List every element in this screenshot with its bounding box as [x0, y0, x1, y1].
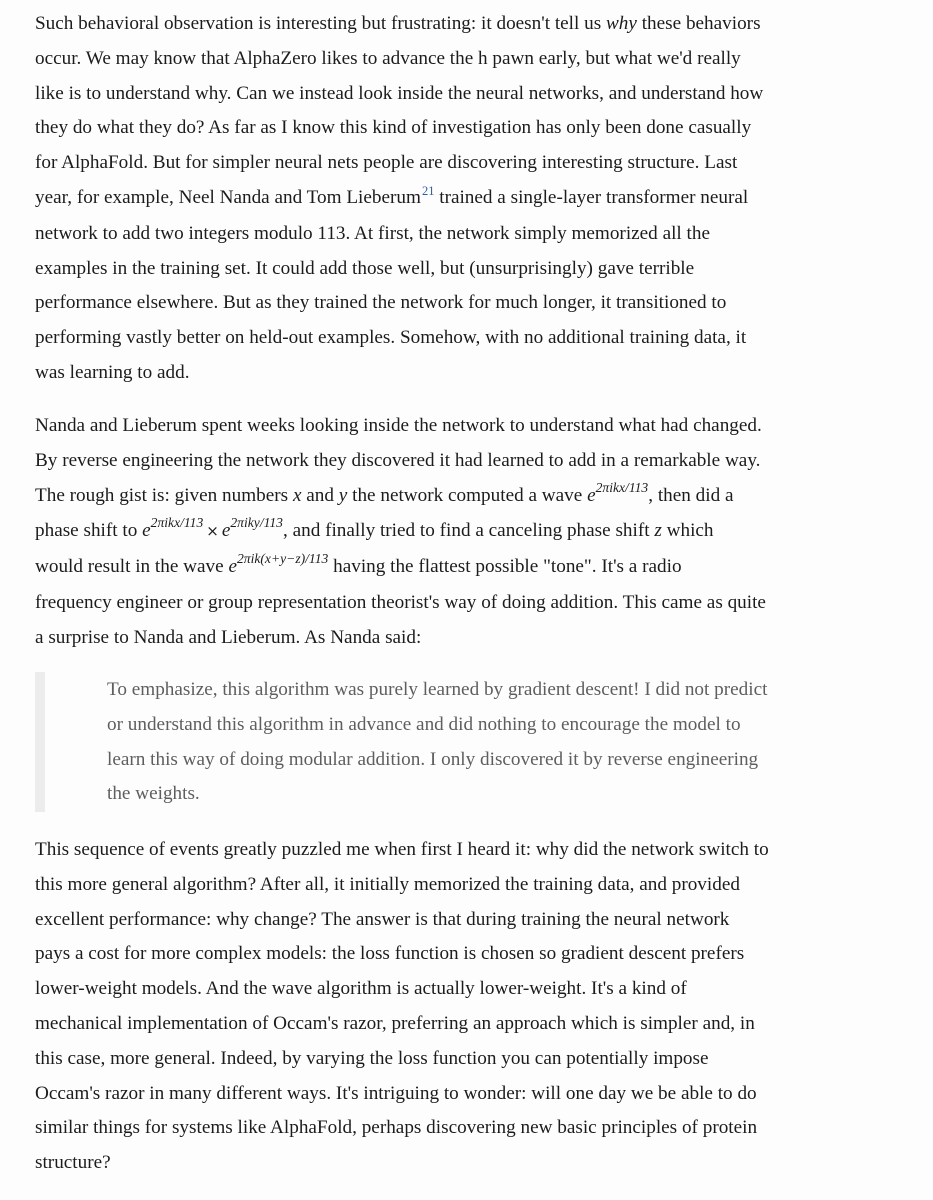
quote-line: the weights. [107, 783, 200, 805]
text-line: year, for example, Neel Nanda and Tom Lieberum$^{21}$ trained a single-layer transformer neural [35, 183, 749, 208]
math-exponent: 2πik(x+y−z)/113 [236, 551, 329, 567]
text-line: network to add two integers modulo 113. At first, the network simply memorized all the [35, 222, 710, 244]
text-line: lower-weight models. And the wave algorithm is actually lower-weight. It's a kind of [35, 978, 687, 1000]
blockquote-bar [35, 672, 45, 812]
footnote-link-21[interactable]: 21 [421, 183, 435, 198]
text-line: occur. We may know that AlphaZero likes to advance the h pawn early, but what we'd really [35, 47, 741, 69]
text-line: pays a cost for more complex models: the loss function is chosen so gradient descent prefers [35, 943, 745, 965]
math-wave-xyz: $e^{2\pi ik(x+y-z)/113}$ [228, 551, 329, 578]
text-line: similar things for systems like AlphaFold, perhaps discovering new basic principles of protein [35, 1117, 758, 1139]
text-line: for AlphaFold. But for simpler neural nets people are discovering interesting structure. Last [35, 152, 738, 174]
text-line: this more general algorithm? After all, it initially memorized the training data, and provided [35, 873, 740, 895]
math-exponent: 2πiky/113 [230, 515, 283, 531]
text-line: The rough gist is: given numbers x and y the network computed a wave $e^{2\pi ikx/113}$, then did a [35, 479, 734, 506]
text-line: was learning to add. [35, 361, 190, 383]
paragraph-behavioral-observation [35, 7, 905, 391]
emphasis-why: why [606, 13, 637, 34]
text-line: This sequence of events greatly puzzled me when first I heard it: why did the network switch to [35, 839, 769, 860]
paragraph-occams-razor [35, 833, 905, 1181]
text-line: phase shift to $e^{2\pi ikx/113} \times e^{2\pi iky/113}$, and finally tried to find a canceling phase shift z which [35, 515, 714, 542]
text-line: they do what they do? As far as I know this kind of investigation has only been done casually [35, 117, 752, 139]
quote-line: To emphasize, this algorithm was purely learned by gradient descent! I did not predict [107, 679, 768, 700]
text-line: structure? [35, 1152, 111, 1174]
text-line: Occam's razor in many different ways. It's intriguing to wonder: will one day we be able to do [35, 1082, 757, 1104]
math-exponent: 2πikx/113 [595, 479, 649, 495]
paragraph-nanda-lieberum [35, 409, 905, 656]
math-wave-x: $e^{2\pi ikx/113}$ [142, 515, 204, 542]
math-var-z: z [654, 520, 662, 542]
text-line: would result in the wave $e^{2\pi ik(x+y-z)/113}$ having the flattest possible "tone". It's a radio [35, 551, 682, 578]
text-line: performance elsewhere. But as they trained the network for much longer, it transitioned to [35, 292, 727, 314]
math-wave-y: $e^{2\pi iky/113}$ [221, 515, 283, 542]
quote-line: learn this way of doing modular addition. I only discovered it by reverse engineering [107, 748, 759, 770]
blockquote-nanda [107, 673, 907, 812]
text-line: excellent performance: why change? The answer is that during training the neural network [35, 908, 730, 930]
text-line: a surprise to Nanda and Lieberum. As Nanda said: [35, 626, 422, 648]
text-line: Nanda and Lieberum spent weeks looking inside the network to understand what had changed. [35, 415, 762, 436]
math-exponent: 2πikx/113 [150, 515, 204, 531]
text-line: this case, more general. Indeed, by varying the loss function you can potentially impose [35, 1047, 709, 1069]
math-wave-x: $e^{2\pi ikx/113}$ [587, 479, 649, 506]
math-var-x: x [292, 484, 302, 506]
text-line: By reverse engineering the network they discovered it had learned to add in a remarkable way. [35, 449, 761, 471]
text-line: performing vastly better on held-out examples. Somehow, with no additional training data, it [35, 327, 747, 349]
text-line: examples in the training set. It could add those well, but (unsurprisingly) gave terrible [35, 257, 695, 279]
quote-line: or understand this algorithm in advance and did nothing to encourage the model to [107, 713, 741, 735]
math-var-y: y [338, 484, 348, 506]
text-line: frequency engineer or group representation theorist's way of doing addition. This came as quite [35, 591, 766, 613]
text-line: Such behavioral observation is interesting but frustrating: it doesn't tell us why these behaviors [35, 13, 761, 34]
text-line: mechanical implementation of Occam's razor, preferring an approach which is simpler and, in [35, 1012, 755, 1034]
text-line: like is to understand why. Can we instead look inside the neural networks, and understand how [35, 82, 764, 104]
math-times: × [206, 522, 219, 541]
